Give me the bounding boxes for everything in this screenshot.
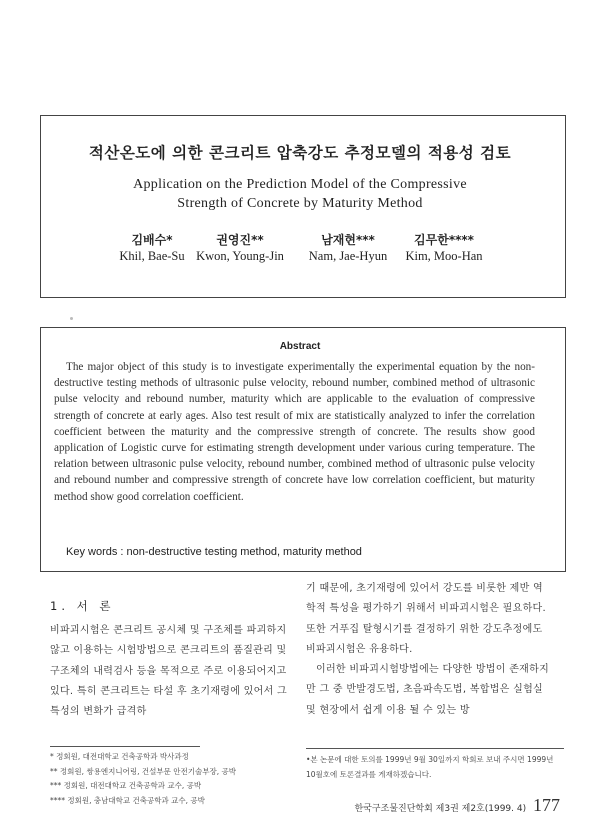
author-1-ko: 김배수* — [131, 233, 173, 247]
left-column-text: 비파괴시험은 콘크리트 공시체 및 구조체를 파괴하지 않고 이용하는 시험방법으로 콘크리트의 품질관리 및 구조체의 내력검사 등을 목적으로 주로 이용되어지고 있다. 특히 콘크리트는 타설 후 초기재령에 있어서 그 특성의 변화가 급격하 — [50, 625, 287, 718]
keywords-label: Key words : — [66, 546, 124, 558]
title-english-line1: Application on the Prediction Model of the Compressive — [133, 177, 467, 192]
page-number: 177 — [533, 795, 560, 815]
right-column-paragraph-2: 이러한 비파괴시험방법에는 다양한 방법이 존재하지만 그 중 반발경도법, 초음파속도법, 복합법은 실험실 및 현장에서 쉽게 이용 될 수 있는 방 — [306, 664, 550, 716]
abstract-heading: Abstract — [279, 341, 321, 352]
footnote-right: •본 논문에 대한 토의를 1999년 9월 30일까지 학회로 보내 주시면 1999년 10월호에 토론결과를 게재하겠습니다. — [306, 755, 554, 779]
keywords — [66, 546, 362, 558]
abstract-body: The major object of this study is to investigate experimentally the experimental equation by the non-destructive testing methods of ultrasonic pulse velocity, rebound number, combined method of ultrasonic pulse velocity and rebound number, maturity which are applicable to the evaluation of compressive strength of concrete at early ages. Also test result of mix are statistically analyzed to infer the correlation coefficient between the maturity and the compressive strength of concrete. The results show good application of Logistic curve for estimating strength development under various curing temperature. The relation between ultrasonic pulse velocity, rebound number, combined method of ultrasonic pulse velocity and rebound number and compressive strength of concrete have low correlation coefficient, but maturity method show good correlation coefficient. — [54, 361, 535, 503]
author-2 — [180, 231, 300, 264]
footer-journal: 한국구조물진단학회 제3권 제2호(1999. 4) — [354, 804, 527, 814]
section-heading: 1. 서 론 — [50, 599, 115, 613]
page-footer — [355, 795, 560, 816]
footnote-4: **** 정회원, 충남대학교 건축공학과 교수, 공박 — [50, 795, 205, 805]
author-4 — [384, 231, 504, 264]
right-column-paragraph-1: 기 때문에, 초기재령에 있어서 강도를 비롯한 제반 역학적 특성을 평가하기 위해서 비파괴시험은 필요하다. 또한 거푸집 탈형시기를 결정하기 위한 강도추정에도 비파괴시험은 유용하다. — [306, 583, 546, 655]
footnote-2: ** 정회원, 쌍용엔지니어링, 건설부문 안전기술부장, 공박 — [50, 766, 236, 776]
footnote-3: *** 정회원, 대전대학교 건축공학과 교수, 공박 — [50, 781, 202, 790]
footnote-1: * 정회원, 대전대학교 건축공학과 박사과정 — [50, 752, 189, 761]
author-2-en: Kwon, Young-Jin — [196, 249, 284, 263]
title-korean: 적산온도에 의한 콘크리트 압축강도 추정모델의 적용성 검토 — [88, 144, 512, 162]
footnote-rule-right — [306, 748, 564, 749]
footnote-rule-left — [50, 746, 200, 747]
author-3-ko: 남재현*** — [321, 233, 375, 247]
author-1-en: Khil, Bae-Su — [119, 249, 185, 263]
title-english-line2: Strength of Concrete by Maturity Method — [177, 196, 423, 211]
right-column — [306, 579, 550, 721]
footnotes-left — [50, 750, 300, 808]
decorative-dot — [70, 317, 73, 320]
author-4-ko: 김무한**** — [414, 233, 474, 247]
author-2-ko: 권영진** — [216, 233, 264, 247]
author-3-en: Nam, Jae-Hyun — [308, 249, 388, 263]
keywords-text: non-destructive testing method, maturity method — [126, 546, 362, 558]
author-4-en: Kim, Moo-Han — [405, 249, 483, 263]
